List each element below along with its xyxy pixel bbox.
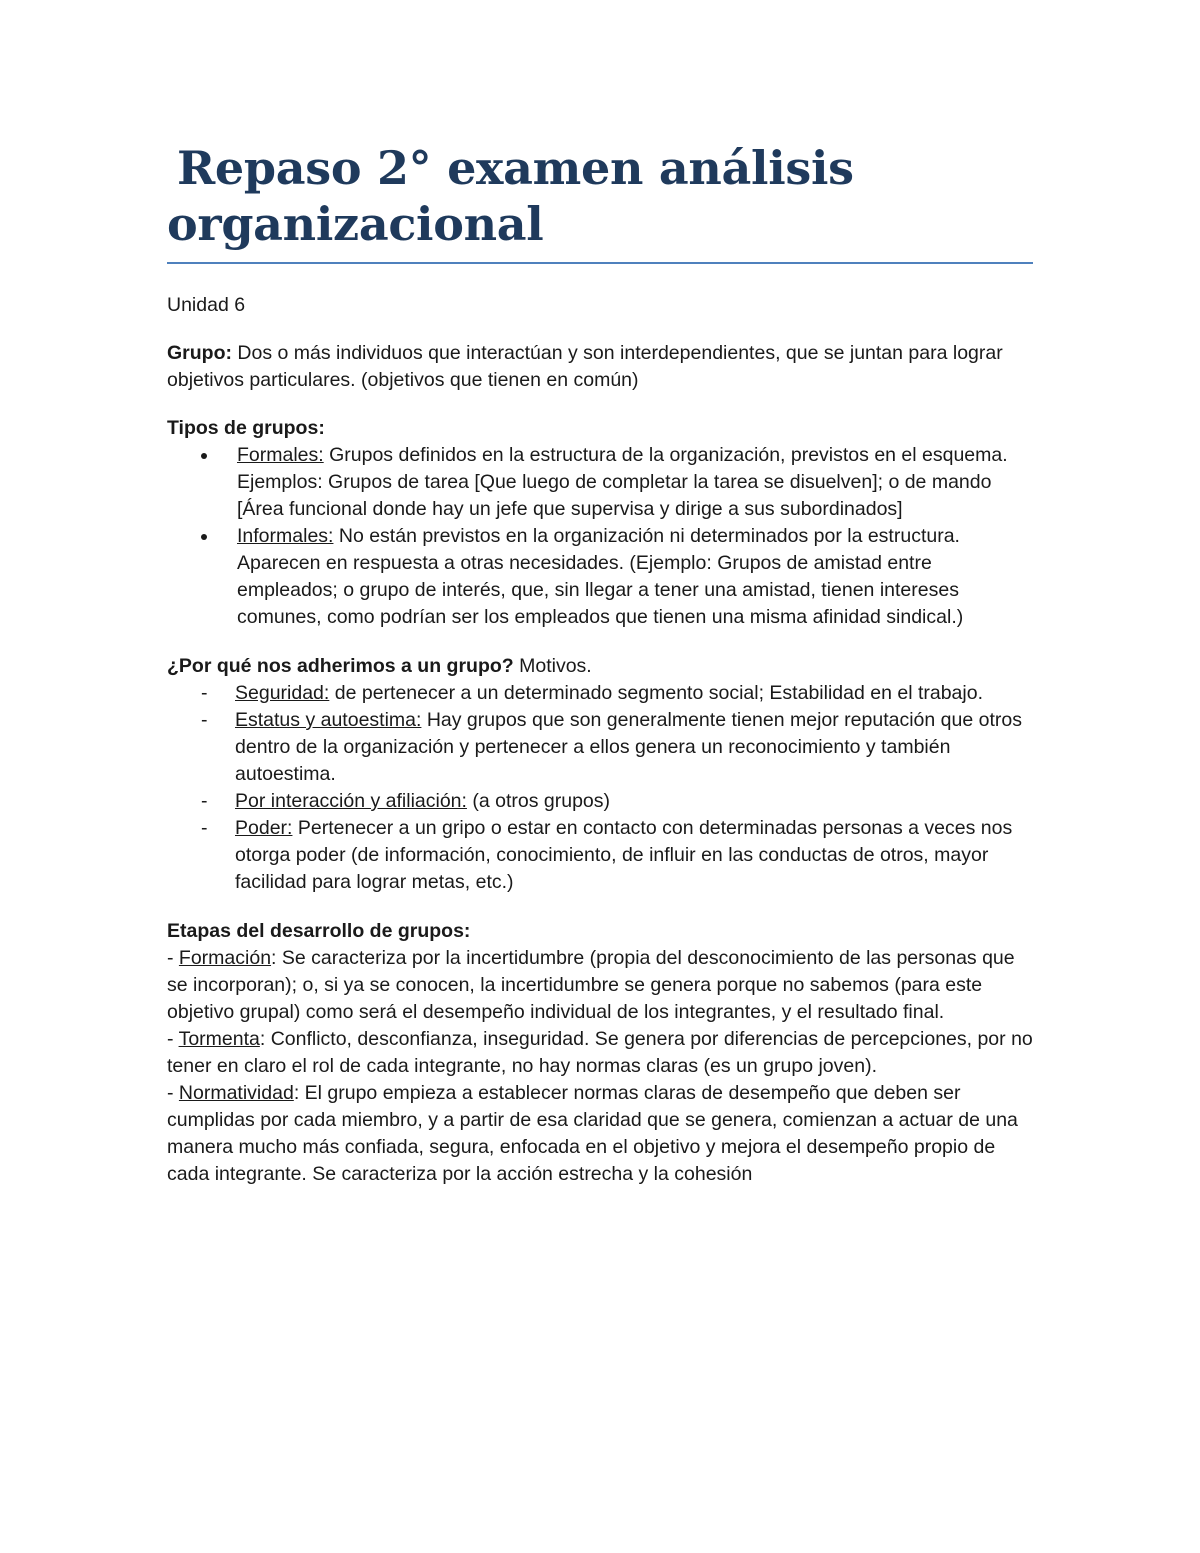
etapa-text: : Conflicto, desconfianza, inseguridad. Se genera por diferencias de percepciones, por no tener en claro el rol de cada integrante, no hay normas claras (es un grupo joven). <box>167 1028 1033 1077</box>
list-item <box>167 815 1033 896</box>
etapa-item <box>167 1080 1033 1188</box>
etapa-term: Tormenta <box>178 1028 260 1050</box>
etapa-prefix: - <box>167 1028 179 1050</box>
item-term: Estatus y autoestima: <box>235 709 422 731</box>
list-item <box>167 707 1033 788</box>
motivos-heading-text: ¿Por qué nos adherimos a un grupo? <box>167 655 514 677</box>
etapas-heading <box>167 918 1033 945</box>
bullet-icon <box>201 534 207 540</box>
item-text: de pertenecer a un determinado segmento social; Estabilidad en el trabajo. <box>329 682 983 704</box>
tipos-heading <box>167 415 1033 442</box>
list-item <box>167 442 1033 523</box>
tipos-section <box>167 415 1033 631</box>
motivos-heading-suffix: Motivos. <box>513 655 592 677</box>
title-line-1: Repaso 2° examen análisis <box>177 141 854 195</box>
etapas-heading-text: Etapas del desarrollo de grupos: <box>167 920 471 942</box>
item-text: Pertenecer a un gripo o estar en contacto con determinadas personas a veces nos otorga poder (de información, conocimiento, de influir en las conductas de otros, mayor facilidad para lograr metas, etc.) <box>235 817 1013 893</box>
grupo-text: Dos o más individuos que interactúan y son interdependientes, que se juntan para lograr objetivos particulares. (objetivos que tienen en común) <box>167 342 1003 391</box>
etapa-item <box>167 945 1033 1026</box>
list-item <box>167 523 1033 631</box>
document-title <box>167 140 1033 264</box>
dash-icon: - <box>201 709 208 731</box>
item-term: Formales: <box>237 444 324 466</box>
etapa-item <box>167 1026 1033 1080</box>
motivos-list <box>167 680 1033 896</box>
motivos-section <box>167 653 1033 896</box>
item-term: Por interacción y afiliación: <box>235 790 467 812</box>
etapa-text: : El grupo empieza a establecer normas claras de desempeño que deben ser cumplidas por cada miembro, y a partir de esa claridad que se genera, comienzan a actuar de una manera mucho más confiada, segura, enfocada en el objetivo y mejora el desempeño propio de cada integrante. Se caracteriza por la acción estrecha y la cohesión <box>167 1082 1018 1185</box>
etapa-prefix: - <box>167 1082 179 1104</box>
dash-icon: - <box>201 817 208 839</box>
list-item <box>167 680 1033 707</box>
item-text: Grupos definidos en la estructura de la organización, previstos en el esquema. Ejemplos: Grupos de tarea [Que luego de completar la tarea se disuelven]; o de mando [Área funcional donde hay un jefe que supervisa y dirige a sus subordinados] <box>237 444 1008 520</box>
item-term: Poder: <box>235 817 293 839</box>
document-content <box>167 140 1033 1188</box>
etapa-prefix: - <box>167 947 179 969</box>
item-text: No están previstos en la organización ni determinados por la estructura. Aparecen en respuesta a otras necesidades. (Ejemplo: Grupos de amistad entre empleados; o grupo de interés, que, sin llegar a tener una amistad, tienen intereses comunes, como podrían ser los empleados que tienen una misma afinidad sindical.) <box>237 525 964 628</box>
unit-label: Unidad 6 <box>167 294 246 316</box>
list-item <box>167 788 1033 815</box>
etapa-term: Formación <box>178 947 272 969</box>
item-term: Informales: <box>237 525 334 547</box>
tipos-list <box>167 442 1033 631</box>
item-text: (a otros grupos) <box>466 790 611 812</box>
grupo-definition <box>167 340 1033 394</box>
tipos-heading-text: Tipos de grupos: <box>167 417 325 439</box>
motivos-heading <box>167 653 1033 680</box>
etapas-section <box>167 918 1033 1188</box>
title-line-2: organizacional <box>167 197 544 251</box>
item-term: Seguridad: <box>235 682 330 704</box>
etapa-term: Normatividad <box>178 1082 294 1104</box>
dash-icon: - <box>201 682 208 704</box>
bullet-icon <box>201 453 207 459</box>
item-text: Hay grupos que son generalmente tienen mejor reputación que otros dentro de la organización y pertenecer a ellos genera un reconocimiento y también autoestima. <box>235 709 1022 785</box>
etapa-text: : Se caracteriza por la incertidumbre (propia del desconocimiento de las personas que se incorporan); o, si ya se conocen, la incertidumbre se genera porque no sabemos (para este objetivo grupal) como será el desempeño individual de los integrantes, y el resultado final. <box>167 947 1015 1023</box>
dash-icon: - <box>201 790 208 812</box>
grupo-term: Grupo: <box>167 342 232 364</box>
